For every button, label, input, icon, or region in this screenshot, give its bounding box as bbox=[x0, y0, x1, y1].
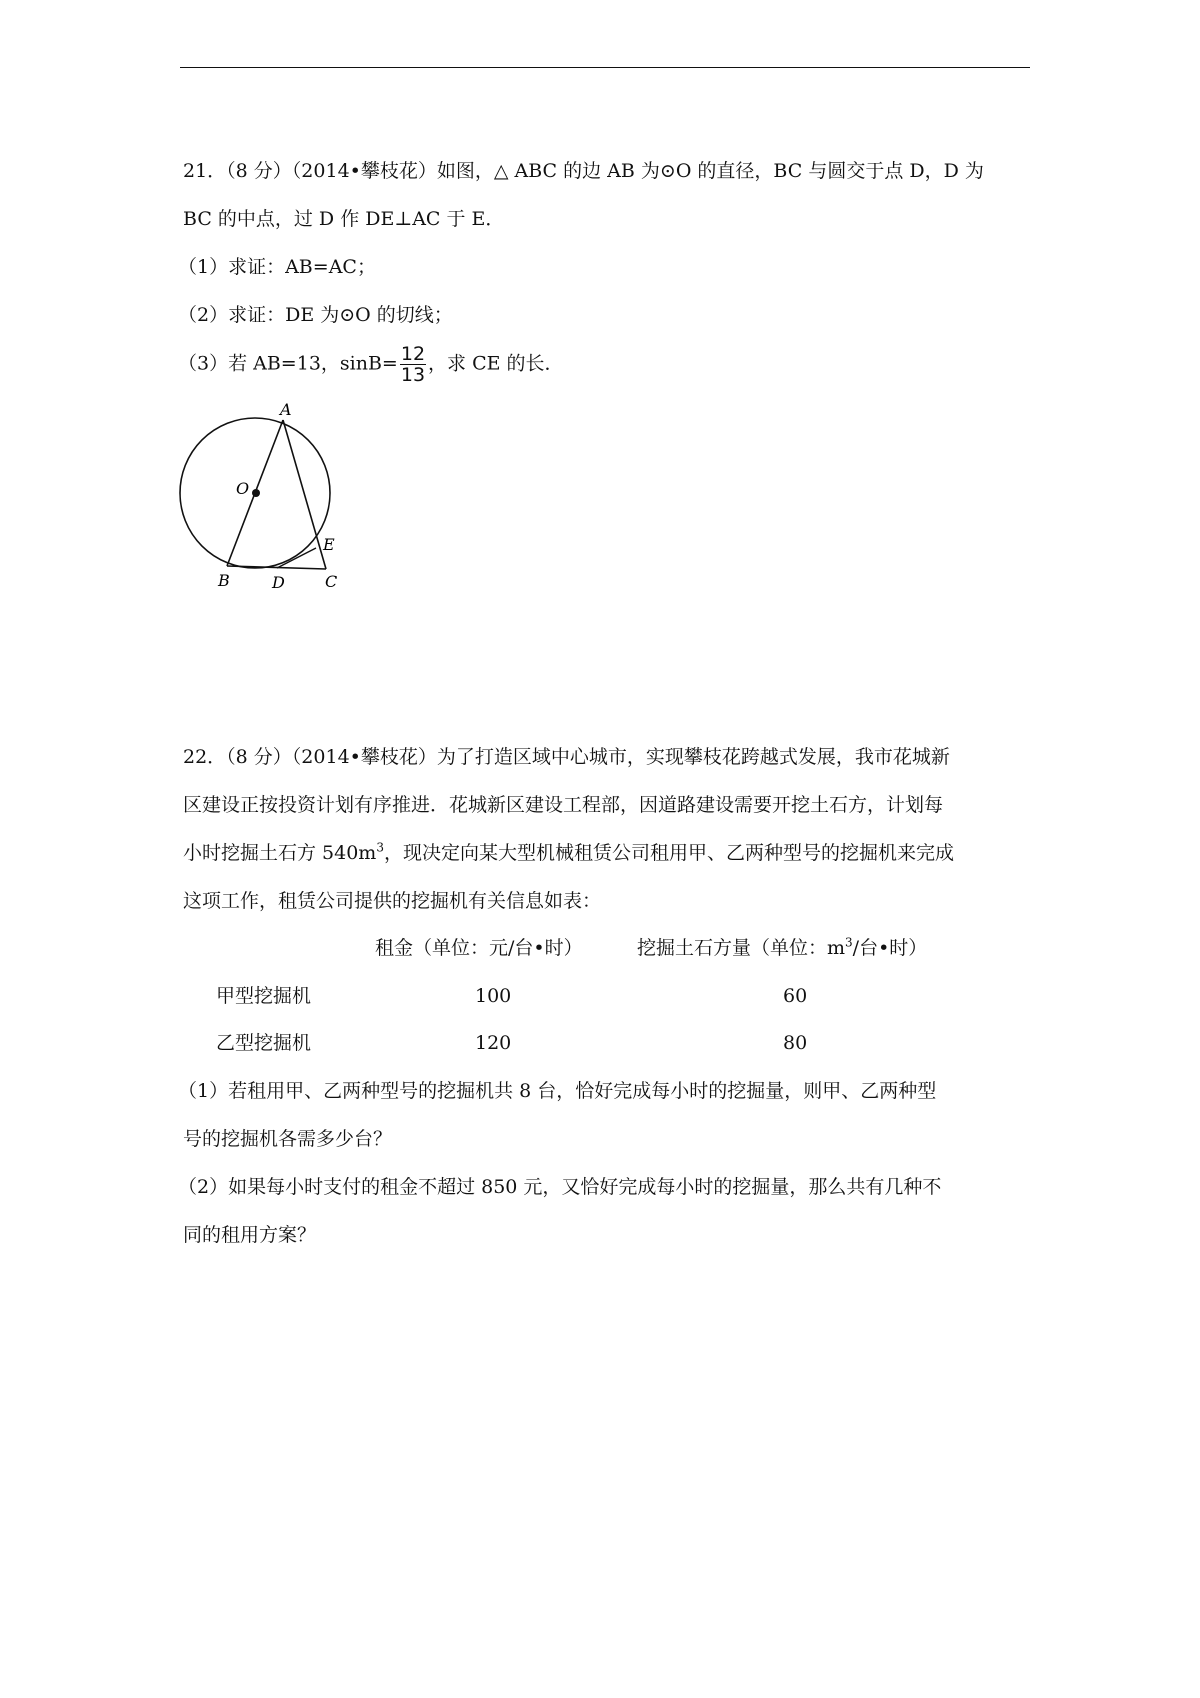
table-row-2-amount: 80 bbox=[783, 1032, 808, 1054]
q21-part-2: （2）求证：DE 为⊙O 的切线； bbox=[178, 304, 453, 326]
segment-de bbox=[277, 548, 316, 568]
q22-part-1-line-2: 号的挖掘机各需多少台？ bbox=[183, 1128, 393, 1150]
q22-line-3-prefix: 小时挖掘土石方 540m bbox=[183, 842, 377, 864]
table-header-rent: 租金（单位：元/台•时） bbox=[375, 937, 583, 959]
q22-part-2-line-1: （2）如果每小时支付的租金不超过 850 元，又恰好完成每小时的挖掘量，那么共有几种不 bbox=[178, 1176, 942, 1198]
center-point-o bbox=[252, 489, 260, 497]
label-b: B bbox=[218, 571, 230, 590]
q22-line-3 bbox=[183, 840, 954, 866]
table-header-amount-suffix: /台•时） bbox=[852, 937, 928, 959]
q22-line-1: 22．（8 分）（2014•攀枝花）为了打造区域中心城市，实现攀枝花跨越式发展，我市花城新 bbox=[183, 746, 950, 768]
label-e: E bbox=[323, 535, 335, 554]
q22-part-2-line-2: 同的租用方案？ bbox=[183, 1224, 317, 1246]
fraction-denominator: 13 bbox=[400, 364, 426, 386]
label-c: C bbox=[325, 572, 338, 591]
q21-part-1: （1）求证：AB=AC； bbox=[178, 256, 376, 278]
q21-part-3 bbox=[178, 344, 564, 385]
segment-ac bbox=[283, 420, 326, 569]
q21-line-2: BC 的中点，过 D 作 DE⊥AC 于 E． bbox=[183, 208, 505, 230]
table-row-2-rent: 120 bbox=[475, 1032, 512, 1054]
fraction-numerator: 12 bbox=[400, 343, 426, 365]
table-row-1-name: 甲型挖掘机 bbox=[216, 985, 312, 1007]
q22-line-3-suffix: ，现决定向某大型机械租赁公司租用甲、乙两种型号的挖掘机来完成 bbox=[383, 842, 954, 864]
q22-part-1-line-1: （1）若租用甲、乙两种型号的挖掘机共 8 台，恰好完成每小时的挖掘量，则甲、乙两种型 bbox=[178, 1080, 937, 1102]
header-rule bbox=[180, 67, 1030, 68]
table-row-2-name: 乙型挖掘机 bbox=[216, 1032, 312, 1054]
table-header-superscript: 3 bbox=[845, 935, 853, 950]
sin-fraction bbox=[400, 344, 426, 385]
q21-part-3-suffix: ，求 CE 的长． bbox=[428, 352, 564, 375]
q22-line-2: 区建设正按投资计划有序推进．花城新区建设工程部，因道路建设需要开挖土石方，计划每 bbox=[183, 794, 944, 816]
label-d: D bbox=[272, 573, 285, 592]
table-row-1-rent: 100 bbox=[475, 985, 512, 1007]
label-a: A bbox=[280, 400, 292, 419]
table-row-1-amount: 60 bbox=[783, 985, 808, 1007]
geometry-figure bbox=[178, 400, 358, 600]
label-o: O bbox=[236, 479, 250, 498]
table-header-amount-prefix: 挖掘土石方量（单位：m bbox=[637, 937, 846, 959]
table-header-amount bbox=[637, 935, 927, 961]
q22-line-4: 这项工作，租赁公司提供的挖掘机有关信息如表： bbox=[183, 890, 602, 912]
q21-part-3-prefix: （3）若 AB=13，sinB= bbox=[178, 352, 398, 375]
cubic-superscript: 3 bbox=[376, 840, 384, 855]
q21-line-1: 21．（8 分）（2014•攀枝花）如图，△ ABC 的边 AB 为⊙O 的直径，BC 与圆交于点 D，D 为 bbox=[183, 160, 984, 182]
